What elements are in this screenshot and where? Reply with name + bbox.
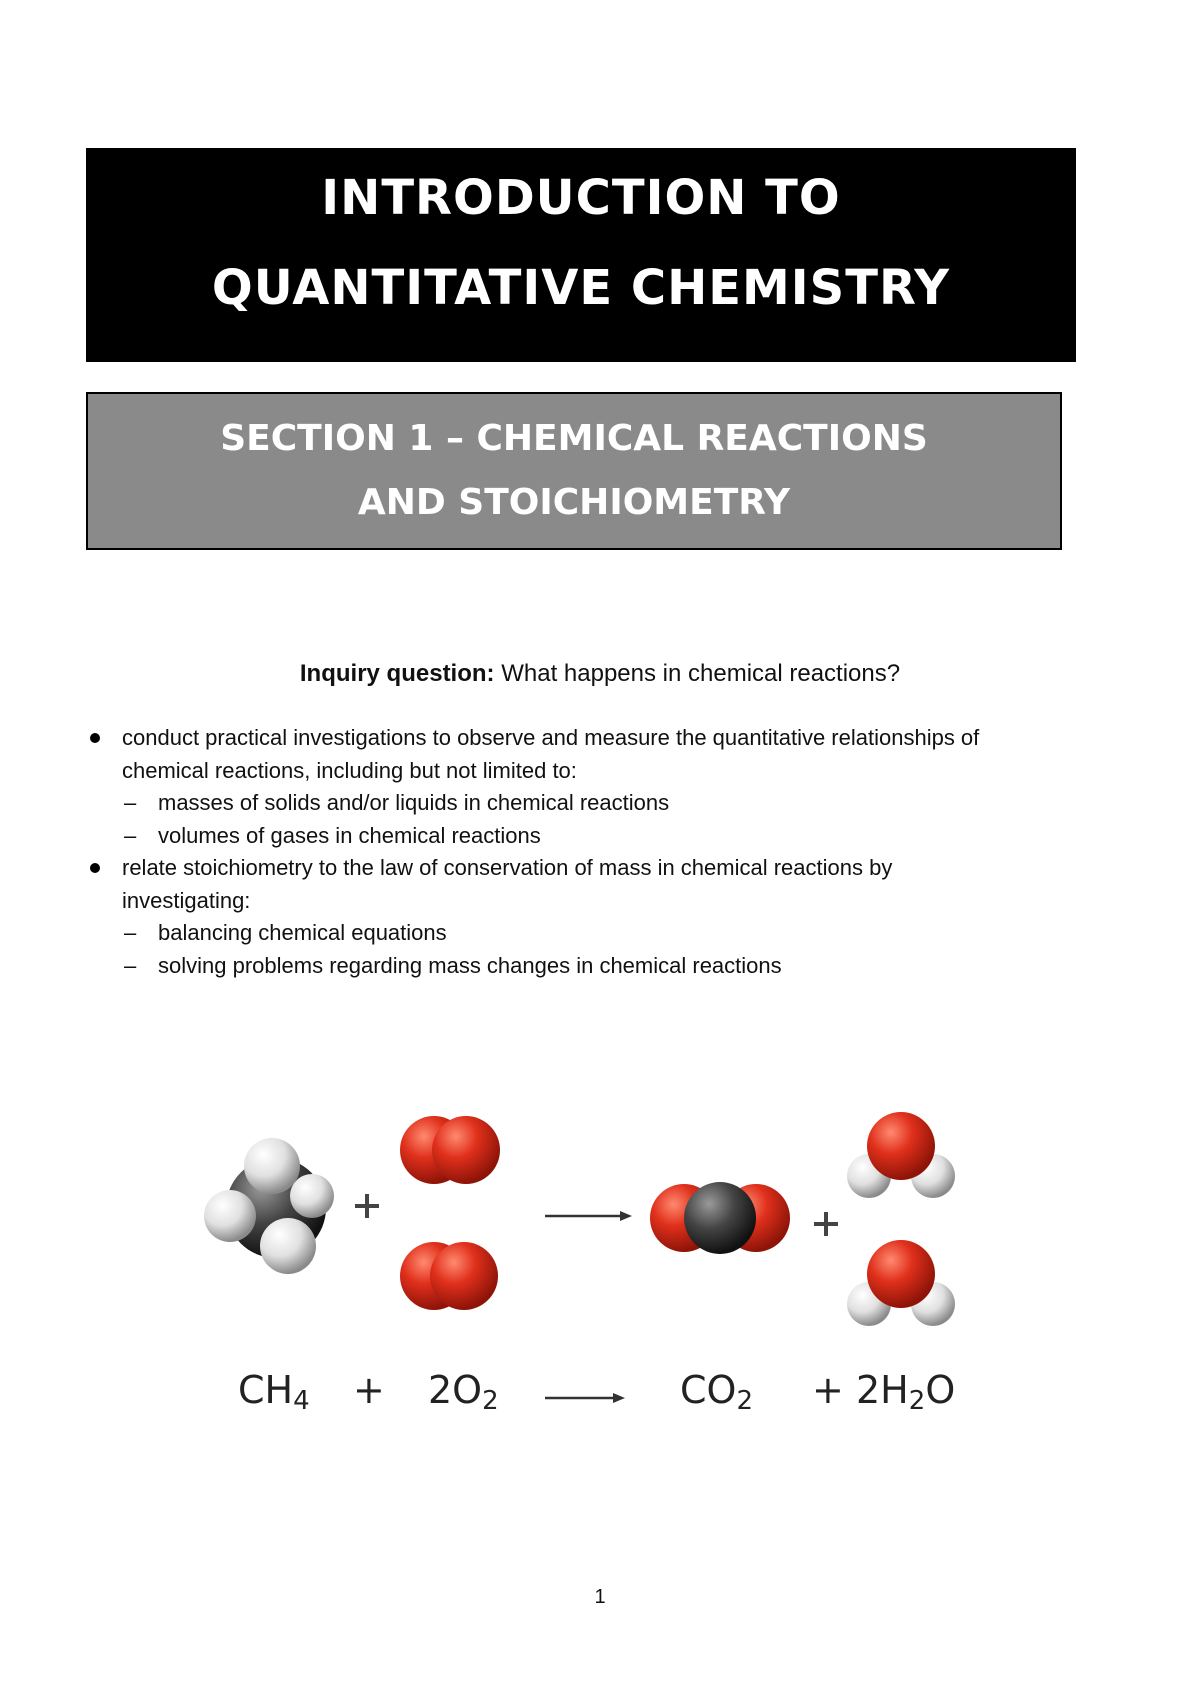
section-heading: [86, 392, 1062, 550]
outcome-item: [86, 722, 1096, 787]
oxygen-molecule: [400, 1242, 498, 1310]
water-molecule: [847, 1240, 955, 1326]
inquiry-label: Inquiry question:: [299, 660, 495, 687]
formula-co2: $CO_2$: [680, 1368, 753, 1416]
dash-icon: –: [124, 952, 137, 978]
section-line-2: AND STOICHIOMETRY: [357, 482, 791, 523]
syllabus-outcomes: [86, 722, 1096, 982]
carbon-dioxide-molecule: [650, 1182, 790, 1254]
inquiry-question: [0, 660, 1200, 688]
molecule-models: [200, 1068, 1000, 1358]
outcome-text-line: conduct practical investigations to observe and measure the quantitative relationships of: [122, 725, 980, 750]
outcome-text-line: chemical reactions, including but not limited to:: [122, 757, 577, 783]
outcome-subitem: [86, 950, 1096, 983]
reaction-arrow-icon: [545, 1211, 632, 1221]
methane-combustion-figure: [200, 1068, 1000, 1448]
outcome-subitem: [86, 820, 1096, 853]
bullet-icon: [90, 733, 100, 743]
dash-icon: –: [124, 822, 137, 848]
inquiry-text: What happens in chemical reactions?: [494, 660, 901, 687]
subitem-text: masses of solids and/or liquids in chemical reactions: [158, 790, 670, 815]
oxygen-atom: [867, 1112, 935, 1180]
dash-icon: –: [124, 790, 137, 815]
carbon-atom: [684, 1182, 756, 1254]
oxygen-atom: [430, 1242, 498, 1310]
outcome-item: [86, 852, 1096, 917]
subitem-text: balancing chemical equations: [158, 920, 447, 945]
hydrogen-atom: [204, 1190, 256, 1242]
subitem-text: solving problems regarding mass changes in chemical reactions: [158, 952, 782, 978]
title-line-1: INTRODUCTION TO: [321, 170, 841, 226]
outcome-text-line: investigating:: [122, 887, 251, 913]
subitem-text: volumes of gases in chemical reactions: [158, 822, 541, 848]
equation-plus: +: [812, 1368, 844, 1412]
formula-ch4: $CH_4$: [238, 1368, 310, 1416]
methane-molecule: [204, 1138, 334, 1274]
hydrogen-atom: [260, 1218, 316, 1274]
bullet-icon: [90, 863, 100, 873]
oxygen-molecule: [400, 1116, 500, 1184]
dash-icon: –: [124, 920, 137, 945]
document-title: [86, 148, 1076, 362]
formula-2h2o: $2H_2O$: [856, 1368, 956, 1416]
page-number: 1: [594, 1586, 606, 1608]
plus-sign-icon: [355, 1194, 379, 1218]
equation-plus: +: [353, 1368, 385, 1412]
title-line-2: QUANTITATIVE CHEMISTRY: [211, 260, 951, 316]
plus-sign-icon: [814, 1212, 838, 1236]
outcome-subitem: [86, 787, 1096, 820]
oxygen-atom: [432, 1116, 500, 1184]
hydrogen-atom: [244, 1138, 300, 1194]
outcome-text-line: relate stoichiometry to the law of conservation of mass in chemical reactions by: [122, 855, 893, 880]
formula-2o2: $2O_2$: [428, 1368, 499, 1416]
equation-arrow-icon: [545, 1388, 625, 1408]
oxygen-atom: [867, 1240, 935, 1308]
hydrogen-atom: [290, 1174, 334, 1218]
section-line-1: SECTION 1 – CHEMICAL REACTIONS: [220, 418, 928, 459]
water-molecule: [847, 1112, 955, 1198]
outcome-subitem: [86, 917, 1096, 950]
